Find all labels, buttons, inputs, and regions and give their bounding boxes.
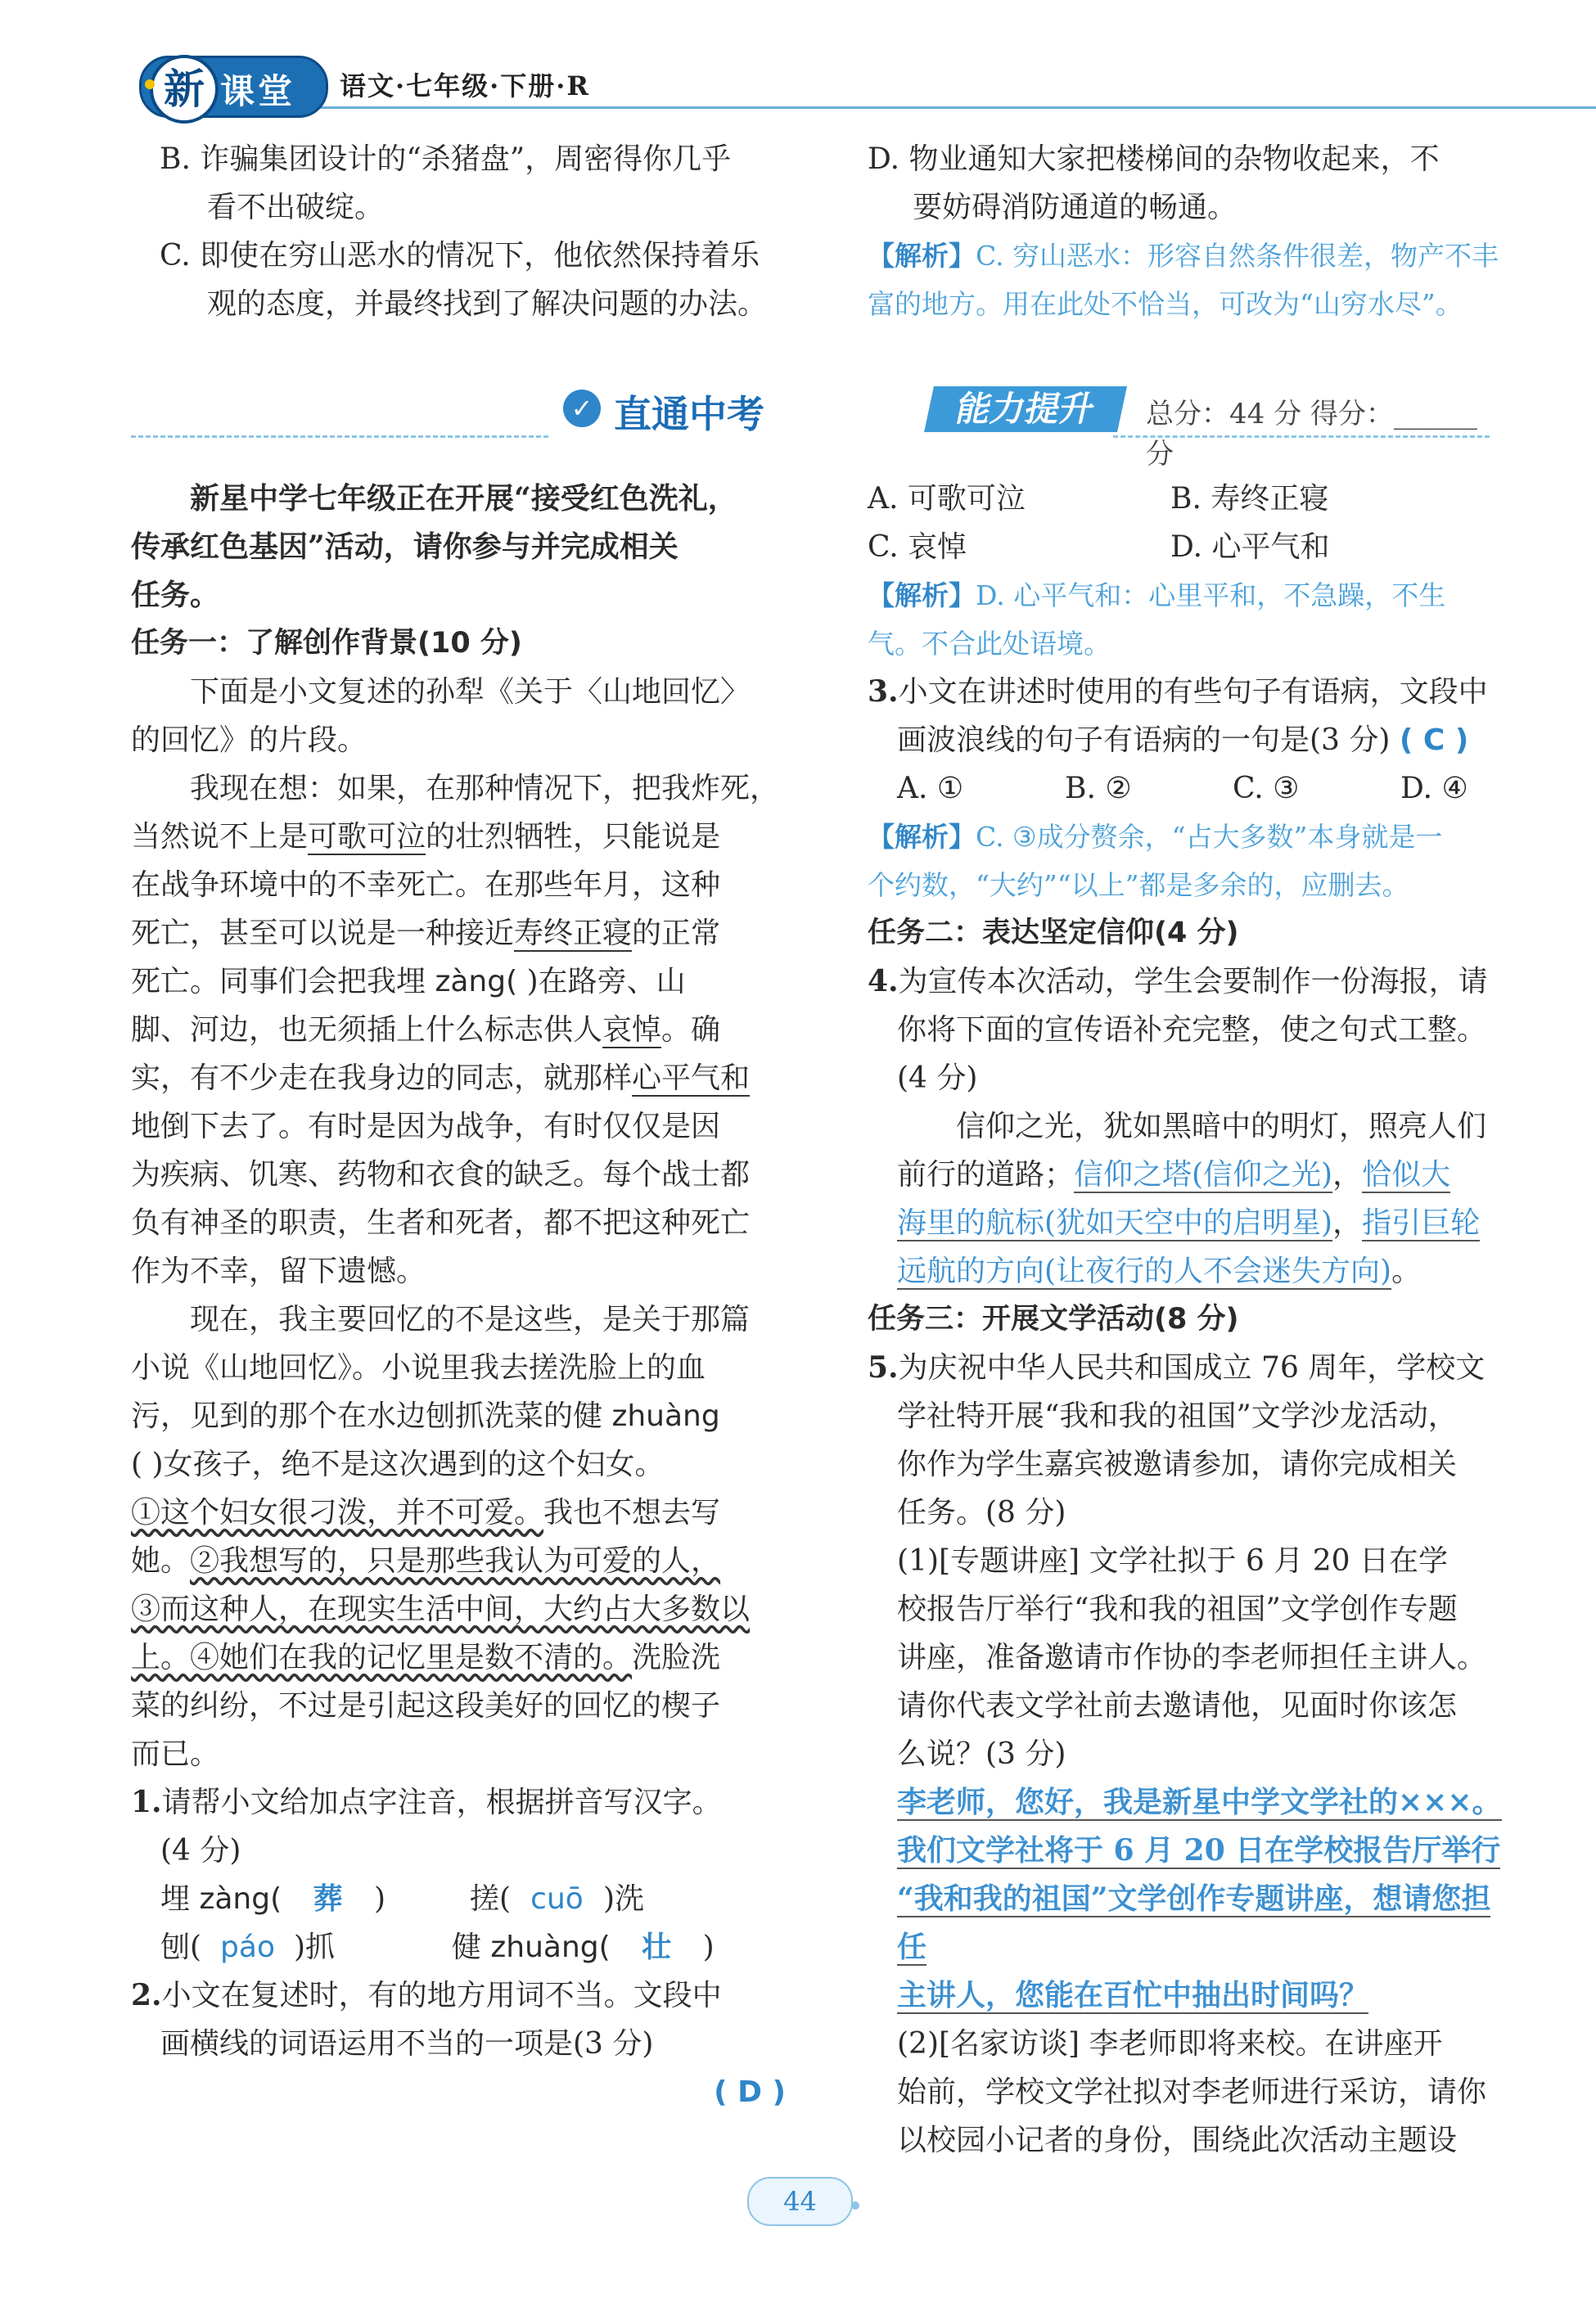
question-5-cont: 你作为学生嘉宾被邀请参加，请你完成相关: [897, 1448, 1458, 1481]
score-line: 总分：44 分 得分：______分: [1146, 398, 1477, 471]
subtask-1: (1)[专题讲座] 文学社拟于 6 月 20 日在学: [897, 1544, 1449, 1578]
intro-line1: 新星中学七年级正在开展“接受红色洗礼，: [190, 481, 737, 516]
slogan-answer-line3: 远航的方向(让夜行的人不会迷失方向)。: [897, 1255, 1422, 1288]
page-number: 44: [747, 2177, 853, 2226]
passage-line: 我现在想：如果，在那种情况下，把我炸死，: [190, 772, 780, 805]
header-rule: [311, 106, 1596, 109]
passage-line: 死亡，甚至可以说是一种接近寿终正寝的正常: [131, 917, 721, 950]
lead-line2: 的回忆》的片段。: [131, 723, 367, 757]
subtask-1-cont: 讲座，准备邀请市作协的李老师担任主讲人。: [897, 1641, 1487, 1674]
question-1-row2: 刨( páo )抓 健 zhuàng( 壮 ): [160, 1931, 715, 1964]
passage-line: ①这个妇女很刁泼，并不可爱。我也不想去写: [131, 1496, 721, 1530]
passage-line: 脚、河边，也无须插上什么标志供人哀悼。确: [131, 1013, 721, 1047]
brand-logo: [139, 56, 328, 118]
question-2-cont: 画横线的词语运用不当的一项是(3 分): [160, 2027, 654, 2061]
question-3-cont: 画波浪线的句子有语病的一句是(3 分) ( C ): [897, 723, 1469, 757]
banner-dash-left: [131, 435, 548, 438]
prev-explanation: 【解析】C. 穷山恶水：形容自然条件很差，物产不丰: [868, 240, 1499, 272]
passage-line: 当然说不上是可歌可泣的壮烈牺牲，只能说是: [131, 820, 721, 854]
passage-line: ( )女孩子，绝不是这次遇到的这个妇女。: [131, 1448, 665, 1481]
question-4-points: (4 分): [897, 1061, 978, 1095]
passage-line: ③而这种人，在现实生活中间，大约占大多数以: [131, 1593, 751, 1626]
passage-line: 她。②我想写的，只是那些我认为可爱的人，: [131, 1544, 721, 1578]
option-c-line1: C. 即使在穷山恶水的情况下，他依然保持着乐: [160, 239, 760, 273]
passage-line: 地倒下去了。有时是因为战争，有时仅仅是因: [131, 1110, 721, 1143]
subtask-2-cont: 以校园小记者的身份，围绕此次活动主题设: [897, 2124, 1458, 2157]
banner-title: 直通中考: [614, 392, 764, 436]
answer-line: 我们文学社将于 6 月 20 日在学校报告厅举行: [897, 1833, 1501, 1868]
answer-line: “我和我的祖国”文学创作专题讲座，想请您担任: [897, 1881, 1491, 1964]
passage-line: 作为不幸，留下遗憾。: [131, 1255, 426, 1288]
question-5: 5.为庆祝中华人民共和国成立 76 周年，学校文: [868, 1350, 1486, 1385]
logo-dot: [145, 79, 155, 89]
question-3: 3.小文在讲述时使用的有些句子有语病，文段中: [868, 674, 1488, 709]
passage-line: 小说《山地回忆》。小说里我去搓洗脸上的血: [131, 1351, 706, 1385]
subtask-1-cont: 么说？(3 分): [897, 1737, 1066, 1771]
slogan-answer-line1: 前行的道路；信仰之塔(信仰之光)，恰似大: [897, 1158, 1451, 1192]
q2-options-row2: C. 哀悼 D. 心平气和: [868, 530, 1330, 564]
passage-line: 而已。: [131, 1737, 220, 1771]
logo-main-char: 新: [150, 55, 219, 124]
question-2: 2.小文在复述时，有的地方用词不当。文段中: [131, 1978, 722, 2012]
q3-explanation: 【解析】C. ③成分赘余，“占大多数”本身就是一: [868, 821, 1443, 853]
passage-line: 死亡。同事们会把我埋 zàng( )在路旁、山: [131, 965, 686, 998]
passage-line: 上。④她们在我的记忆里是数不清的。洗脸洗: [131, 1641, 721, 1674]
banner-subtitle: 能力提升: [924, 386, 1127, 432]
right-column: [868, 475, 1514, 2165]
question-1-row1: 埋 zàng( 葬 ) 搓( cuō )洗: [160, 1882, 644, 1916]
slogan-answer-line2: 海里的航标(犹如天空中的启明星)，指引巨轮: [897, 1206, 1481, 1240]
question-2-answer: ( D ): [714, 2075, 786, 2109]
lead-line1: 下面是小文复述的孙犁《关于〈山地回忆〉: [190, 675, 751, 709]
prev-options-right: [868, 135, 1506, 328]
task-one-heading: 任务一：了解创作背景(10 分): [131, 627, 522, 660]
option-d-line2: 要妨碍消防通道的畅通。: [913, 191, 1238, 224]
prev-explanation-cont: 富的地方。用在此处不恰当，可改为“山穷水尽”。: [868, 288, 1463, 320]
task-two-heading: 任务二：表达坚定信仰(4 分): [868, 917, 1239, 949]
subtask-2: (2)[名家访谈] 李老师即将来校。在讲座开: [897, 2027, 1443, 2061]
slogan-line: 信仰之光，犹如黑暗中的明灯，照亮人们: [956, 1110, 1487, 1143]
subtask-1-cont: 校报告厅举行“我和我的祖国”文学创作专题: [897, 1593, 1458, 1626]
intro-line2: 传承红色基因”活动，请你参与并完成相关: [131, 529, 679, 564]
check-icon: ✓: [563, 390, 601, 427]
section-banner: [131, 383, 1490, 471]
question-1: 1.请帮小文给加点字注音，根据拼音写汉字。: [131, 1785, 722, 1819]
passage-line: 为疾病、饥寒、药物和衣食的缺乏。每个战士都: [131, 1158, 751, 1192]
passage-line: 污，见到的那个在水边刨抓洗菜的健 zhuàng: [131, 1399, 720, 1433]
question-4-cont: 你将下面的宣传语补充完整，使之句式工整。: [897, 1013, 1487, 1047]
task-three-heading: 任务三：开展文学活动(8 分): [868, 1303, 1239, 1336]
option-c-line2: 观的态度，并最终找到了解决问题的办法。: [207, 287, 768, 321]
subtask-1-cont: 请你代表文学社前去邀请他，见面时你该怎: [897, 1689, 1458, 1723]
passage-line: 现在，我主要回忆的不是这些，是关于那篇: [190, 1303, 751, 1336]
intro-line3: 任务。: [131, 578, 220, 612]
passage-line: 负有神圣的职责，生者和死者，都不把这种死亡: [131, 1206, 751, 1240]
passage-line: 实，有不少走在我身边的同志，就那样心平气和: [131, 1061, 751, 1095]
q2-explanation: 【解析】D. 心平气和：心里平和，不急躁，不生: [868, 579, 1446, 611]
option-d-line1: D. 物业通知大家把楼梯间的杂物收起来，不: [868, 142, 1440, 176]
question-5-cont: 任务。(8 分): [897, 1496, 1066, 1530]
left-column: [131, 475, 794, 2116]
subtask-2-cont: 始前，学校文学社拟对李老师进行采访，请你: [897, 2075, 1487, 2109]
question-1-points: (4 分): [160, 1834, 241, 1868]
q3-explanation-cont: 个约数，“大约”“以上”都是多余的，应删去。: [868, 869, 1409, 901]
page-header: [123, 56, 1498, 121]
subject-label: 语文·七年级·下册·R: [340, 70, 591, 101]
answer-line: 主讲人，您能在百忙中抽出时间吗？: [897, 1978, 1369, 2012]
option-b-line2: 看不出破绽。: [207, 191, 385, 224]
q2-explanation-cont: 气。不合此处语境。: [868, 628, 1111, 660]
question-3-options: A. ① B. ② C. ③ D. ④: [897, 772, 1468, 805]
passage-line: 菜的纠纷，不过是引起这段美好的回忆的楔子: [131, 1689, 721, 1723]
prev-options-left: [160, 135, 814, 328]
page-number-ornament: [851, 2201, 859, 2210]
option-b-line1: B. 诈骗集团设计的“杀猪盘”，周密得你几乎: [160, 142, 732, 176]
logo-text: 课堂: [220, 71, 296, 111]
question-5-cont: 学社特开展“我和我的祖国”文学沙龙活动，: [897, 1399, 1458, 1433]
q2-options-row1: A. 可歌可泣 B. 寿终正寝: [868, 482, 1329, 516]
question-4: 4.为宣传本次活动，学生会要制作一份海报，请: [868, 964, 1488, 998]
passage-line: 在战争环境中的不幸死亡。在那些年月，这种: [131, 868, 721, 902]
answer-line: 李老师，您好，我是新星中学文学社的×××。: [897, 1785, 1502, 1819]
